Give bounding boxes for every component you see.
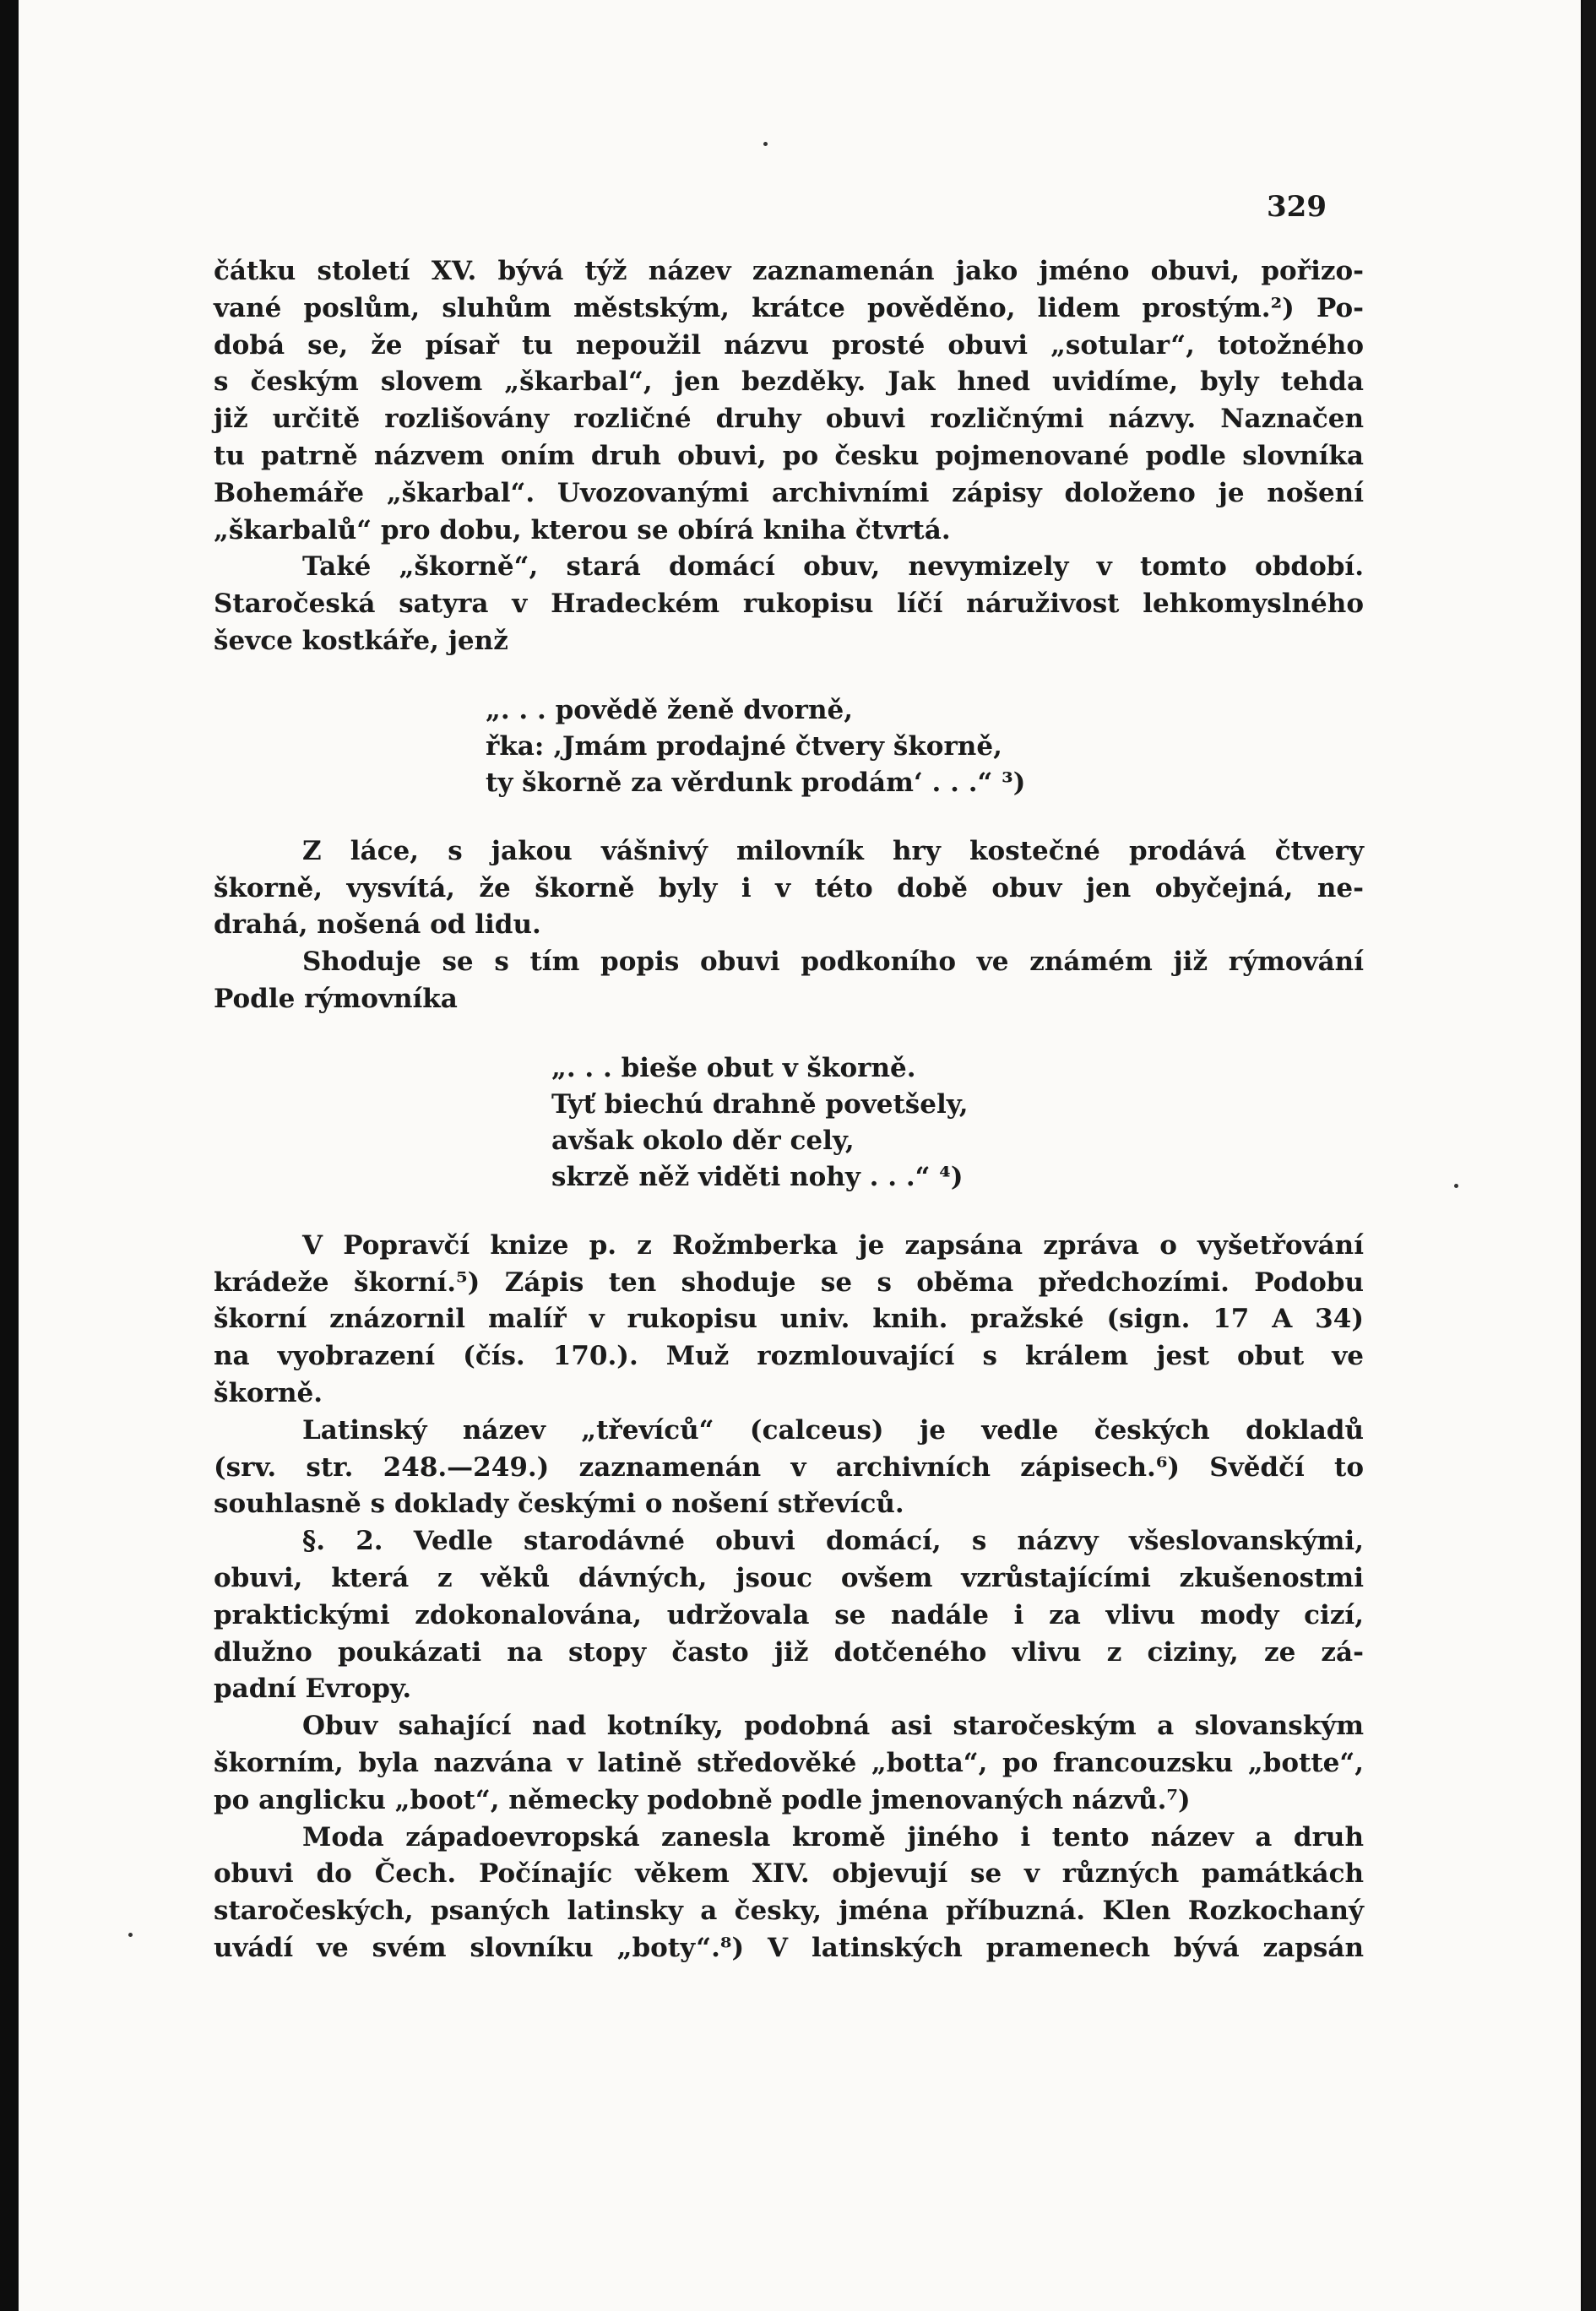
paragraph-4: [214, 944, 1364, 1018]
text-line: uvádí ve svém slovníku „boty“.⁸) V latinských pramenech bývá zapsán: [214, 1932, 1364, 1963]
text-line: krádeže škorní.⁵) Zápis ten shoduje se s oběma předchozími. Podobu: [214, 1267, 1364, 1298]
text-line: po anglicku „boot“, německy podobně podle jmenovaných názvů.⁷): [214, 1784, 1191, 1815]
text-line: Také „škorně“, stará domácí obuv, nevymizely v tomto období.: [302, 551, 1364, 583]
verse-line: „. . . povědě ženě dvorně,: [486, 694, 853, 725]
text-line: na vyobrazení (čís. 170.). Muž rozmlouvající s králem jest obut ve: [214, 1341, 1364, 1372]
paragraph-3: [214, 833, 1364, 944]
text-line: Moda západoevropská zanesla kromě jiného i tento název a druh: [302, 1821, 1364, 1853]
scan-speck: [128, 1933, 133, 1937]
text-line: Z láce, s jakou vášnivý milovník hry kostečné prodává čtvery: [302, 835, 1364, 866]
text-line: praktickými zdokonalována, udržovala se nadále i za vlivu mody cizí,: [214, 1599, 1364, 1630]
verse-quote-2: [551, 1050, 1364, 1196]
text-line: s českým slovem „škarbal“, jen bezděky. Jak hned uvidíme, byly tehda: [214, 366, 1364, 398]
text-line: škorně.: [214, 1377, 323, 1408]
body-text: [214, 253, 1364, 1967]
text-line: obuvi do Čech. Počínajíc věkem XIV. objevují se v různých památkách: [214, 1858, 1364, 1890]
text-line: padní Evropy.: [214, 1674, 412, 1705]
text-line: §. 2. Vedle starodávné obuvi domácí, s názvy všeslovanskými,: [302, 1526, 1364, 1557]
paragraph-8: [214, 1708, 1364, 1819]
paragraph-6: [214, 1413, 1364, 1523]
verse-line: Tyť biechú drahně povetšely,: [551, 1088, 969, 1120]
text-line: staročeských, psaných latinsky a česky, jména příbuzná. Klen Rozkochaný: [214, 1896, 1364, 1927]
text-line: V Popravčí knize p. z Rožmberka je zapsána zpráva o vyšetřování: [302, 1229, 1364, 1261]
text-line: již určitě rozlišovány rozličné druhy obuvi rozličnými názvy. Naznačen: [214, 404, 1364, 435]
verse-line: skrzě něž viděti nohy . . .“ ⁴): [551, 1161, 964, 1192]
text-line: Staročeská satyra v Hradeckém rukopisu líčí náruživost lehkomyslného: [214, 589, 1364, 620]
text-line: souhlasně s doklady českými o nošení střevíců.: [214, 1489, 904, 1520]
verse-quote-1: [486, 692, 1364, 801]
text-line: obuvi, která z věků dávných, jsouc ovšem vzrůstajícími zkušenostmi: [214, 1562, 1364, 1593]
paragraph-7: [214, 1523, 1364, 1708]
paragraph-1: [214, 253, 1364, 549]
text-line: (srv. str. 248.—249.) zaznamenán v archivních zápisech.⁶) Svědčí to: [214, 1451, 1364, 1483]
text-line: Obuv sahající nad kotníky, podobná asi staročeským a slovanským: [302, 1711, 1364, 1742]
text-line: dobá se, že písař tu nepoužil názvu prosté obuvi „sotular“, totožného: [214, 329, 1364, 361]
scan-border: [1582, 0, 1596, 2311]
verse-line: ty škorně za věrdunk prodám‘ . . .“ ³): [486, 767, 1026, 798]
text-line: Latinský název „třevíců“ (calceus) je vedle českých dokladů: [302, 1414, 1364, 1446]
verse-line: řka: ‚Jmám prodajné čtvery škorně,: [486, 730, 1002, 762]
paragraph-5: [214, 1228, 1364, 1413]
text-line: drahá, nošená od lidu.: [214, 909, 541, 941]
text-line: Shoduje se s tím popis obuvi podkoního ve známém již rýmování: [302, 947, 1364, 978]
text-line: škorní znázornil malíř v rukopisu univ. knih. pražské (sign. 17 A 34): [214, 1304, 1364, 1335]
text-line: ševce kostkáře, jenž: [214, 625, 508, 656]
document-page: [19, 0, 1581, 2311]
scan-speck: [763, 142, 768, 146]
text-line: Bohemáře „škarbal“. Uvozovanými archivními zápisy doloženo je nošení: [214, 477, 1364, 508]
verse-line: „. . . bieše obut v škorně.: [551, 1052, 916, 1083]
scan-speck: [1454, 1184, 1458, 1188]
text-line: vané poslům, sluhům městským, krátce pověděno, lidem prostým.²) Po-: [214, 292, 1364, 323]
text-line: dlužno poukázati na stopy často již dotčeného vlivu z ciziny, ze zá-: [214, 1636, 1364, 1668]
text-line: tu patrně názvem oním druh obuvi, po česku pojmenované podle slovníka: [214, 440, 1364, 471]
text-line: čátku století XV. bývá týž název zaznamenán jako jméno obuvi, pořizo-: [214, 256, 1364, 286]
text-line: „škarbalů“ pro dobu, kterou se obírá kniha čtvrtá.: [214, 514, 951, 545]
text-line: škorně, vysvítá, že škorně byly i v této době obuv jen obyčejná, ne-: [214, 872, 1364, 903]
text-line: škorním, byla nazvána v latině středověké „botta“, po francouzsku „botte“,: [214, 1747, 1364, 1778]
verse-line: avšak okolo děr cely,: [551, 1125, 855, 1156]
paragraph-2: [214, 549, 1364, 659]
text-line: Podle rýmovníka: [214, 983, 458, 1014]
paragraph-9: [214, 1820, 1364, 1967]
page-number: 329: [1267, 190, 1327, 224]
